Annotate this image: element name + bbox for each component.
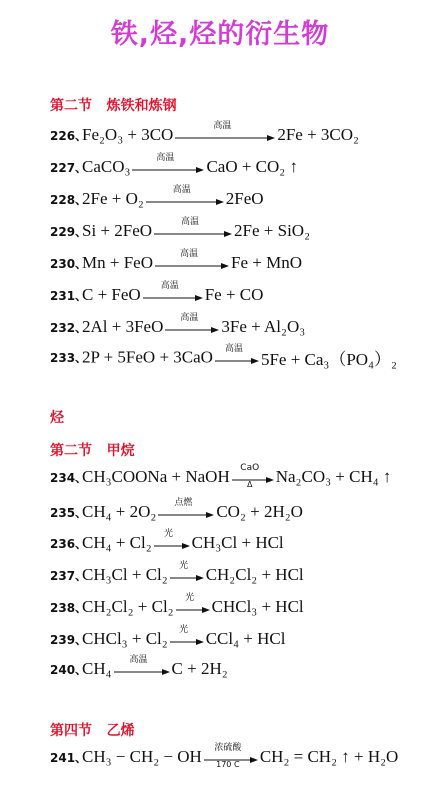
- equation-228: [50, 187, 264, 211]
- equation-products: 2Fe + 3CO₂: [277, 125, 359, 144]
- reaction-condition: 光: [185, 593, 195, 603]
- equation-reactants: Si + 2FeO: [82, 221, 153, 240]
- equation-products: 2Fe + SiO₂: [234, 221, 311, 240]
- reaction-condition: 浓硫酸: [214, 743, 242, 753]
- reaction-arrow: [156, 500, 216, 524]
- arrow-icon: [202, 756, 260, 764]
- equation-number: 235、: [50, 505, 88, 520]
- equation-products: 5Fe + Ca₃（PO₄）₂: [260, 350, 397, 369]
- arrow-icon: [144, 198, 226, 206]
- reaction-arrow: [152, 219, 234, 243]
- equation-products: Na₂CO₃ + CH₄ ↑: [275, 467, 392, 486]
- reaction-condition: 光: [179, 561, 189, 571]
- equation-number: 230、: [50, 256, 88, 271]
- reaction-condition: 光: [179, 625, 189, 635]
- arrow-icon: [152, 230, 234, 238]
- equation-reactants: C + FeO: [82, 285, 141, 304]
- equation-products: 3Fe + Al₂O₃: [221, 317, 306, 336]
- equation-reactants: Fe₂O₃ + 3CO: [82, 125, 174, 144]
- equation-products: CH₃Cl + HCl: [191, 533, 284, 552]
- reaction-arrow: [141, 283, 205, 307]
- reaction-condition-below: 170 C: [216, 760, 240, 769]
- reaction-arrow: [174, 595, 212, 619]
- equation-number: 226、: [50, 128, 88, 143]
- reaction-condition: 高温: [160, 281, 179, 291]
- reaction-condition: 高温: [172, 185, 191, 195]
- equation-products: CaO + CO₂ ↑: [206, 157, 298, 176]
- equation-235: [50, 500, 303, 524]
- equation-products: CCl₄ + HCl: [205, 629, 286, 648]
- arrow-icon: [130, 166, 206, 174]
- arrow-icon: [168, 638, 206, 646]
- equation-reactants: CH₄ + 2O₂: [82, 502, 157, 521]
- equation-number: 229、: [50, 224, 88, 239]
- equation-234: [50, 465, 391, 489]
- equation-reactants: CH₃Cl + Cl₂: [82, 565, 168, 584]
- reaction-condition: 光: [164, 529, 174, 539]
- equation-239: [50, 627, 285, 651]
- equation-number: 240、: [50, 662, 88, 677]
- reaction-condition-below: Δ: [246, 480, 253, 489]
- reaction-condition: 高温: [181, 217, 200, 227]
- page-title: 铁,烃,烃的衍生物: [110, 19, 330, 50]
- equation-241: [50, 745, 398, 769]
- equation-number: 232、: [50, 320, 88, 335]
- equation-reactants: CH₃COONa + NaOH: [82, 467, 230, 486]
- reaction-arrow: [168, 627, 206, 651]
- reaction-condition: 点燃: [174, 498, 193, 508]
- equation-reactants: CaCO₃: [82, 157, 131, 176]
- equation-231: [50, 283, 263, 307]
- reaction-arrow: [173, 123, 277, 147]
- equation-number: 234、: [50, 470, 88, 485]
- reaction-arrow: [112, 657, 172, 681]
- equation-reactants: 2Fe + O₂: [82, 189, 144, 208]
- equation-number: 236、: [50, 536, 88, 551]
- equation-products: CHCl₃ + HCl: [211, 597, 304, 616]
- reaction-condition: 高温: [213, 121, 232, 131]
- equation-reactants: CH₃ − CH₂ − OH: [82, 747, 202, 766]
- arrow-icon: [173, 134, 277, 142]
- reaction-arrow: [202, 745, 260, 769]
- equation-number: 241、: [50, 750, 88, 765]
- reaction-condition: CaO: [240, 463, 260, 473]
- reaction-arrow: [168, 563, 206, 587]
- arrow-icon: [152, 542, 192, 550]
- equation-reactants: CHCl₃ + Cl₂: [82, 629, 168, 648]
- equation-products: CH₂Cl₂ + HCl: [205, 565, 304, 584]
- equation-products: Fe + CO: [204, 285, 264, 304]
- arrow-icon: [112, 668, 172, 676]
- equation-232: [50, 315, 305, 339]
- reaction-arrow: [163, 315, 221, 339]
- equation-number: 238、: [50, 600, 88, 615]
- arrow-icon: [168, 574, 206, 582]
- section-heading-ethylene: 第四节 乙烯: [50, 723, 135, 739]
- arrow-icon: [156, 511, 216, 519]
- equation-reactants: 2P + 5FeO + 3CaO: [82, 347, 213, 367]
- arrow-icon: [141, 294, 205, 302]
- equation-number: 228、: [50, 192, 88, 207]
- equation-reactants: CH₄: [82, 659, 112, 678]
- arrow-icon: [213, 357, 261, 365]
- equation-reactants: 2Al + 3FeO: [82, 317, 164, 336]
- equation-229: [50, 219, 310, 243]
- reaction-arrow: [144, 187, 226, 211]
- equation-number: 239、: [50, 632, 88, 647]
- equation-236: [50, 531, 284, 555]
- section-heading-iron-steel: 第二节 炼铁和炼钢: [50, 98, 177, 114]
- equation-number: 227、: [50, 160, 88, 175]
- equation-products: CH₂ = CH₂ ↑ + H₂O: [259, 747, 399, 766]
- equation-products: C + 2H₂: [171, 659, 228, 678]
- reaction-arrow: [230, 465, 276, 489]
- arrow-icon: [163, 326, 221, 334]
- equation-238: [50, 595, 304, 619]
- section-heading-hydrocarbons: 烃: [50, 410, 64, 426]
- arrow-icon: [174, 606, 212, 614]
- equation-reactants: CH₂Cl₂ + Cl₂: [82, 597, 174, 616]
- equation-233: [50, 345, 397, 369]
- arrow-icon: [153, 262, 231, 270]
- equation-products: 2FeO: [225, 189, 264, 208]
- reaction-arrow: [152, 531, 192, 555]
- equation-number: 231、: [50, 288, 88, 303]
- reaction-arrow: [153, 251, 231, 275]
- equation-227: [50, 155, 298, 179]
- reaction-condition: 高温: [156, 153, 175, 163]
- reaction-condition: 高温: [224, 343, 243, 354]
- equation-products: Fe + MnO: [230, 253, 302, 272]
- equation-240: [50, 657, 228, 681]
- reaction-condition: 高温: [179, 249, 198, 259]
- equation-226: [50, 123, 359, 147]
- equation-reactants: Mn + FeO: [82, 253, 153, 272]
- reaction-condition: 高温: [129, 655, 148, 665]
- equation-number: 237、: [50, 568, 88, 583]
- equation-products: CO₂ + 2H₂O: [216, 502, 303, 521]
- equation-230: [50, 251, 302, 275]
- arrow-icon: [230, 476, 276, 484]
- equation-237: [50, 563, 304, 587]
- reaction-condition: 高温: [180, 313, 199, 323]
- reaction-arrow: [130, 155, 206, 179]
- section-heading-methane: 第二节 甲烷: [50, 443, 135, 459]
- equation-number: 233、: [50, 351, 88, 365]
- equation-reactants: CH₄ + Cl₂: [82, 533, 152, 552]
- reaction-arrow: [213, 343, 261, 370]
